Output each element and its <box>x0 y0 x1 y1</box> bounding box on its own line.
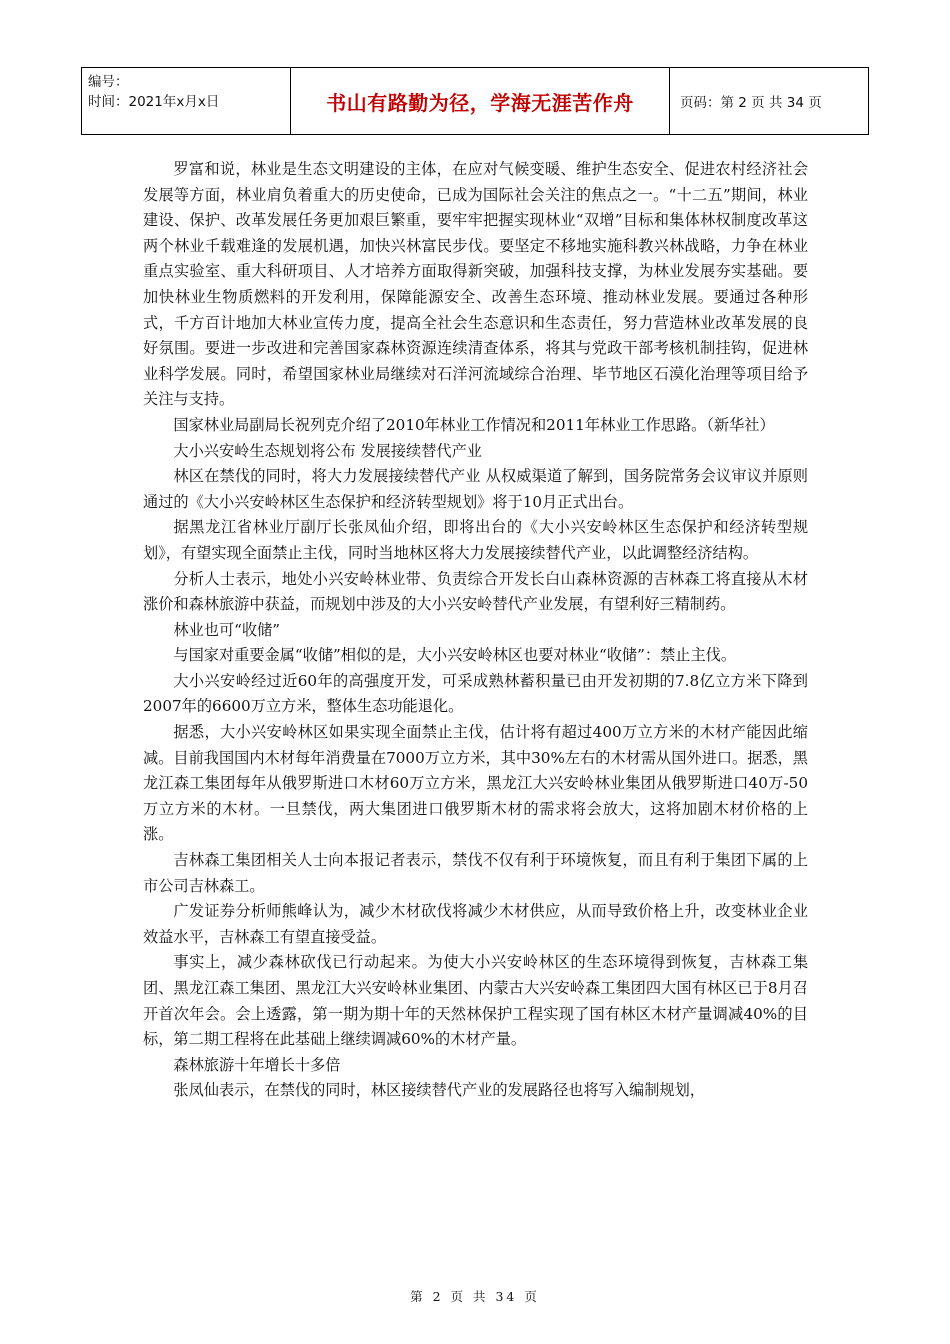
document-body <box>143 157 808 1104</box>
paragraph: 国家林业局副局长祝列克介绍了2010年林业工作情况和2011年林业工作思路。（新华社） <box>173 415 775 434</box>
header-page-info: 页码：第 2 页 共 34 页 <box>670 68 869 135</box>
header-motto: 书山有路勤为径，学海无涯苦作舟 <box>291 68 670 135</box>
section-heading: 林业也可“收储” <box>173 620 281 639</box>
document-header <box>81 67 869 135</box>
page-footer <box>0 1287 950 1305</box>
section-heading: 大小兴安岭生态规划将公布 发展接续替代产业 <box>173 441 482 460</box>
section-heading: 森林旅游十年增长十多倍 <box>173 1055 341 1074</box>
paragraph: 林区在禁伐的同时，将大力发展接续替代产业 从权威渠道了解到，国务院常务会议审议并原则通过的《大小兴安岭林区生态保护和经济转型规划》将于10月正式出台。 <box>143 467 808 511</box>
paragraph: 大小兴安岭经过近60年的高强度开发，可采成熟林蓄积量已由开发初期的7.8亿立方米下降到2007年的6600万立方米，整体生态功能退化。 <box>143 671 808 716</box>
paragraph: 据黑龙江省林业厅副厅长张凤仙介绍，即将出台的《大小兴安岭林区生态保护和经济转型规划》，有望实现全面禁止主伐，同时当地林区将大力发展接续替代产业，以此调整经济结构。 <box>143 518 808 562</box>
paragraph: 与国家对重要金属“收储”相似的是，大小兴安岭林区也要对林业“收储”：禁止主伐。 <box>173 646 737 665</box>
footer-page-number: 第 2 页 共 34 页 <box>410 1289 540 1304</box>
document-time-label: 时间：2021年x月x日 <box>88 94 220 110</box>
paragraph: 事实上，减少森林砍伐已行动起来。为使大小兴安岭林区的生态环境得到恢复，吉林森工集团、黑龙江森工集团、黑龙江大兴安岭林业集团、内蒙古大兴安岭森工集团四大国有林区已于8月召开首次年会。会上透露，第一期为期十年的天然林保护工程实现了国有林区木材产量调减40%的目标，第二期工程将在此基础上继续调减60%的木材产量。 <box>143 953 808 1049</box>
paragraph: 罗富和说，林业是生态文明建设的主体，在应对气候变暖、维护生态安全、促进农村经济社会发展等方面，林业肩负着重大的历史使命，已成为国际社会关注的焦点之一。“十二五”期间，林业建设、保护、改革发展任务更加艰巨繁重，要牢牢把握实现林业“双增”目标和集体林权制度改革这两个林业千载难逢的发展机遇，加快兴林富民步伐。要坚定不移地实施科教兴林战略，力争在林业重点实验室、重大科研项目、人才培养方面取得新突破，加强科技支撑，为林业发展夯实基础。要加快林业生物质燃料的开发利用，保障能源安全、改善生态环境、推动林业发展。要通过各种形式，千方百计地加大林业宣传力度，提高全社会生态意识和生态责任，努力营造林业改革发展的良好氛围。要进一步改进和完善国家森林资源连续清查体系，将其与党政干部考核机制挂钩，促进林业科学发展。同时，希望国家林业局继续对石洋河流域综合治理、毕节地区石漠化治理等项目给予关注与支持。 <box>143 160 808 409</box>
paragraph: 分析人士表示，地处小兴安岭林业带、负责综合开发长白山森林资源的吉林森工将直接从木材涨价和森林旅游中获益，而规划中涉及的大小兴安岭替代产业发展，有望利好三精制药。 <box>143 569 808 614</box>
paragraph: 吉林森工集团相关人士向本报记者表示，禁伐不仅有利于环境恢复，而且有利于集团下属的上市公司吉林森工。 <box>143 851 808 895</box>
header-meta-cell <box>82 68 291 135</box>
paragraph: 据悉，大小兴安岭林区如果实现全面禁止主伐，估计将有超过400万立方米的木材产能因此缩减。目前我国国内木材每年消费量在7000万立方米，其中30%左右的木材需从国外进口。据悉，黑龙江森工集团每年从俄罗斯进口木材60万立方米，黑龙江大兴安岭林业集团从俄罗斯进口40万-50万立方米的木材。一旦禁伐，两大集团进口俄罗斯木材的需求将会放大，这将加剧木材价格的上涨。 <box>143 723 808 844</box>
paragraph: 广发证券分析师熊峰认为，减少木材砍伐将减少木材供应，从而导致价格上升，改变林业企业效益水平，吉林森工有望直接受益。 <box>143 902 808 946</box>
paragraph: 张凤仙表示，在禁伐的同时，林区接续替代产业的发展路径也将写入编制规划， <box>173 1081 705 1100</box>
document-number-label: 编号： <box>88 74 129 90</box>
